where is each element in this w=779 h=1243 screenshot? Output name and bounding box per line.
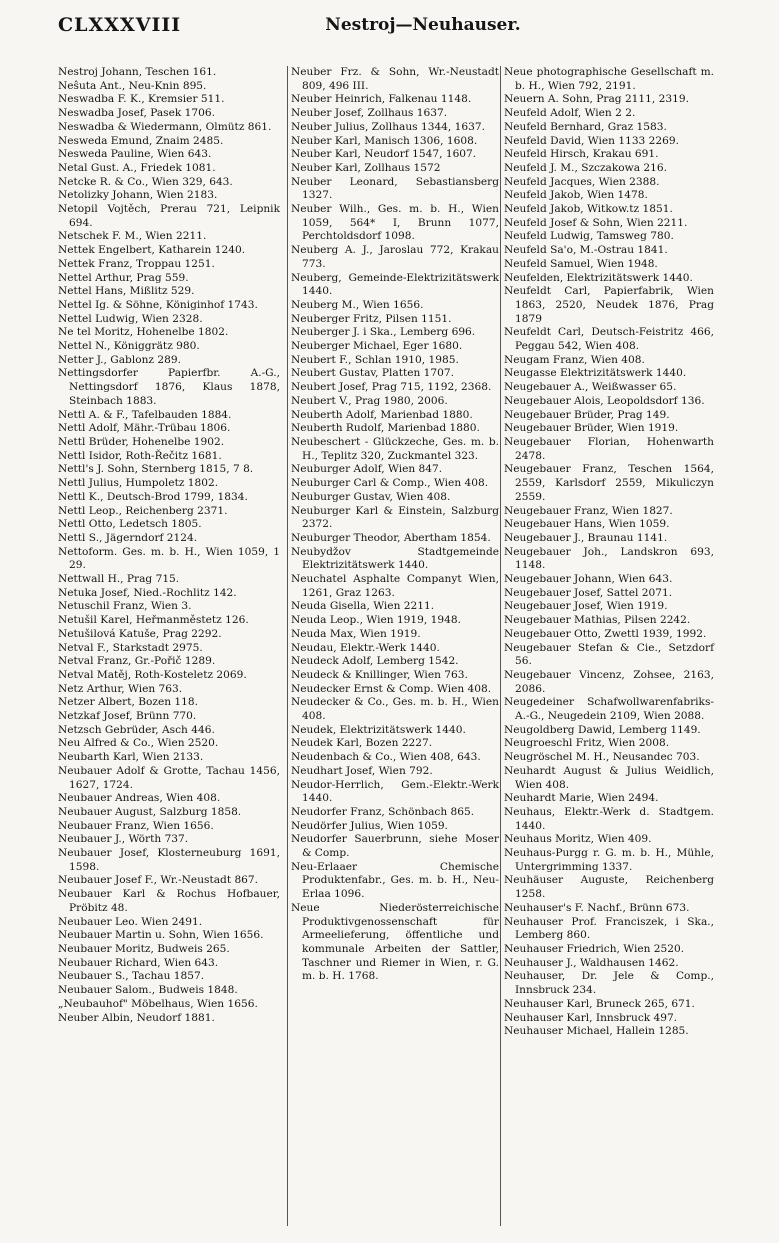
directory-entry: Neubauer Josef F., Wr.-Neustadt 867.	[58, 874, 259, 887]
directory-entry: Neuda Gisella, Wien 2211.	[291, 600, 435, 613]
directory-entry: Neuburger Adolf, Wien 847.	[291, 463, 443, 476]
directory-entry: Neuhaus, Elektr.-Werk d. Stadtgem. 1440.	[504, 805, 714, 832]
directory-entry: Neugebauer Mathias, Pilsen 2242.	[504, 614, 691, 627]
directory-entry: Neuhauser Karl, Innsbruck 497.	[504, 1011, 678, 1024]
directory-entry: Neugroeschl Fritz, Wien 2008.	[504, 737, 670, 750]
directory-entry: Neugebauer Joh., Landskron 693, 1148.	[504, 545, 714, 572]
directory-entry: Nettel N., Königgrätz 980.	[58, 340, 200, 353]
directory-entry: Neudor-Herrlich, Gem.-Elektr.-Werk 1440.	[291, 778, 499, 805]
directory-entry: Neu Alfred & Co., Wien 2520.	[58, 737, 219, 750]
directory-entry: Neuberg M., Wien 1656.	[291, 298, 424, 311]
directory-entry: Neuchatel Asphalte Companyt Wien, 1261, Graz 1263.	[291, 573, 499, 599]
directory-entry: Neubarth Karl, Wien 2133.	[58, 751, 204, 764]
directory-entry: Nettel Ludwig, Wien 2328.	[58, 312, 203, 325]
directory-entry: Nettek Engelbert, Katharein 1240.	[58, 244, 246, 257]
directory-entry: Neugebauer Florian, Hohenwarth 2478.	[504, 435, 714, 462]
directory-entry: „Neubauhof" Möbelhaus, Wien 1656.	[58, 997, 258, 1010]
directory-entry: Neuburger Carl & Comp., Wien 408.	[291, 477, 489, 490]
directory-entry: Nettl Adolf, Mähr.-Trübau 1806.	[58, 422, 231, 435]
directory-entry: Neudecker & Co., Ges. m. b. H., Wien 408.	[291, 696, 499, 723]
directory-entry: Nettl A. & F., Tafelbauden 1884.	[58, 408, 232, 421]
directory-entry: Neugebauer Stefan & Cie., Setzdorf 56.	[504, 641, 714, 668]
directory-entry: Neugebauer Vincenz, Zohsee, 2163, 2086.	[504, 668, 714, 695]
directory-entry: Neuber Karl, Manisch 1306, 1608.	[291, 134, 478, 147]
directory-entry: Neuhardt August & Julius Weidlich, Wien 408.	[504, 764, 714, 791]
directory-entry: Neuber Karl, Neudorf 1547, 1607.	[291, 148, 477, 161]
directory-entry: Nestroj Johann, Teschen 161.	[58, 66, 217, 78]
directory-entry: Neugebauer Hans, Wien 1059.	[504, 518, 670, 531]
directory-entry: Nettwall H., Prag 715.	[58, 573, 180, 586]
directory-entry: Neuhauser Friedrich, Wien 2520.	[504, 943, 685, 955]
directory-entry: Neufelden, Elektrizitätswerk 1440.	[504, 271, 693, 284]
directory-entry: Neugam Franz, Wien 408.	[504, 353, 645, 366]
directory-entry: Neugedeiner Schafwollwarenfabriks-A.-G., Neugedein 2109, Wien 2088.	[504, 696, 714, 723]
directory-entry: Netzer Albert, Bozen 118.	[58, 696, 199, 709]
directory-entry: Neubydžov Stadtgemeinde Elektrizitätswerk 1440.	[291, 545, 499, 572]
directory-entry: Neuburger Gustav, Wien 408.	[291, 490, 451, 503]
directory-entry: Neuhardt Marie, Wien 2494.	[504, 792, 659, 805]
directory-entry: Neudau, Elektr.-Werk 1440.	[291, 641, 440, 654]
directory-entry: Neufeld Bernhard, Graz 1583.	[504, 120, 667, 133]
directory-entry: Neubauer Martin u. Sohn, Wien 1656.	[58, 929, 264, 942]
directory-entry: Nettl K., Deutsch-Brod 1799, 1834.	[58, 490, 248, 503]
directory-entry: Neuhauser Karl, Bruneck 265, 671.	[504, 997, 695, 1010]
directory-entry: Netcke R. & Co., Wien 329, 643.	[58, 175, 233, 188]
directory-entry: Neugebauer Alois, Leopoldsdorf 136.	[504, 394, 705, 407]
directory-entry: Neugebauer Franz, Teschen 1564, 2559, Karlsdorf 2559, Mikuliczyn 2559.	[504, 463, 714, 503]
directory-entry: Neugebauer Josef, Sattel 2071.	[504, 586, 673, 599]
directory-entry: Neubauer S., Tachau 1857.	[58, 970, 205, 983]
directory-entry: Neuberger Michael, Eger 1680.	[291, 340, 463, 353]
directory-entry: Neufeld Adolf, Wien 2 2.	[504, 107, 636, 120]
directory-entry: Nettel Hans, Mißlitz 529.	[58, 285, 195, 298]
directory-entry: Neubauer Adolf & Grotte, Tachau 1456, 1627, 1724.	[58, 764, 280, 791]
directory-entry: Netz Arthur, Wien 763.	[58, 682, 183, 695]
directory-entry: Neu-Erlaaer Chemische Produktenfabr., Ges. m. b. H., Neu-Erlaa 1096.	[291, 860, 499, 901]
directory-entry: Neugasse Elektrizitätswerk 1440.	[504, 367, 687, 380]
directory-entry: Netschek F. M., Wien 2211.	[58, 230, 207, 243]
directory-entry: Neuda Leop., Wien 1919, 1948.	[291, 614, 461, 627]
column-middle	[287, 66, 499, 1226]
column-right	[500, 66, 714, 1226]
directory-entry: Neuern A. Sohn, Prag 2111, 2319.	[504, 93, 689, 106]
directory-entry: Neufeld Jakob, Witkow.tz 1851.	[504, 203, 673, 216]
directory-entry: Neuhäuser Auguste, Reichenberg 1258.	[504, 874, 714, 901]
directory-entry: Neudhart Josef, Wien 792.	[291, 764, 433, 777]
directory-entry: Neubeschert - Glückzeche, Ges. m. b. H., Teplitz 320, Zuckmantel 323.	[291, 435, 499, 462]
directory-entry: Netopil Vojtěch, Prerau 721, Leipnik 694.	[58, 203, 280, 229]
directory-entry: Neuber Leonard, Sebastiansberg 1327.	[291, 175, 499, 202]
directory-entry: Neswadba & Wiedermann, Olmütz 861.	[58, 120, 272, 133]
directory-entry: Netal Gust. A., Friedek 1081.	[58, 161, 216, 174]
directory-entry: Neufeld Ludwig, Tamsweg 780.	[504, 230, 674, 243]
directory-entry: Neubauer Karl & Rochus Hofbauer, Pröbitz 48.	[58, 888, 280, 914]
directory-entry: Neudecker Ernst & Comp. Wien 408.	[291, 682, 492, 695]
directory-entry: Neufeld David, Wien 1133 2269.	[504, 134, 679, 147]
directory-entry: Neubauer J., Wörth 737.	[58, 833, 189, 846]
directory-entry: Neuber Albin, Neudorf 1881.	[58, 1011, 215, 1024]
directory-entry: Neuberg, Gemeinde-Elektrizitätswerk 1440.	[291, 271, 499, 298]
directory-entry: Netzkaf Josef, Brünn 770.	[58, 710, 197, 723]
directory-entry: Netval Franz, Gr.-Pořič 1289.	[58, 655, 216, 668]
directory-entry: Nettl Otto, Ledetsch 1805.	[58, 518, 202, 531]
directory-entry: Neugebauer Otto, Zwettl 1939, 1992.	[504, 627, 707, 640]
directory-entry: Neudorfer Franz, Schönbach 865.	[291, 805, 475, 818]
directory-entry: Neuda Max, Wien 1919.	[291, 627, 421, 640]
directory-entry: Neŝuta Ant., Neu-Knin 895.	[58, 79, 207, 92]
directory-entry: Neufeld Josef & Sohn, Wien 2211.	[504, 216, 688, 229]
directory-entry: Neudek, Elektrizitätswerk 1440.	[291, 723, 466, 736]
directory-entry: Neufeld J. M., Szczakowa 216.	[504, 161, 668, 174]
directory-entry: Nettl Brüder, Hohenelbe 1902.	[58, 435, 225, 448]
directory-entry: Neswadba Josef, Pasek 1706.	[58, 107, 216, 120]
directory-entry: Netuka Josef, Nied.-Rochlitz 142.	[58, 586, 237, 599]
directory-entry: Nettl Leop., Reichenberg 2371.	[58, 504, 228, 517]
directory-entry: Neugoldberg Dawid, Lemberg 1149.	[504, 723, 701, 736]
directory-entry: Neuberger Fritz, Pilsen 1151.	[291, 312, 452, 325]
directory-entry: Nettoform. Ges. m. b. H., Wien 1059, 1 29.	[58, 545, 280, 572]
directory-entry: Nesweda Pauline, Wien 643.	[58, 148, 212, 161]
directory-entry: Neuberg A. J., Jaroslau 772, Krakau 773.	[291, 244, 499, 270]
directory-entry: Neugebauer Brüder, Wien 1919.	[504, 422, 679, 435]
directory-entry: Neudeck Adolf, Lemberg 1542.	[291, 655, 459, 668]
directory-entry: Neuberth Rudolf, Marienbad 1880.	[291, 422, 480, 435]
directory-entry: Neugebauer Johann, Wien 643.	[504, 573, 673, 586]
directory-entry: Neubert Gustav, Platten 1707.	[291, 367, 454, 380]
directory-entry: Neufeldt Carl, Deutsch-Feistritz 466, Peggau 542, Wien 408.	[504, 326, 714, 353]
directory-entry: Neue photographische Gesellschaft m. b. H., Wien 792, 2191.	[504, 66, 714, 92]
directory-entry: Neufeld Samuel, Wien 1948.	[504, 257, 658, 270]
directory-entry: Neuburger Karl & Einstein, Salzburg 2372.	[291, 504, 499, 531]
directory-entry: Netzsch Gebrüder, Asch 446.	[58, 723, 215, 736]
directory-entry: Neubauer Josef, Klosterneuburg 1691, 1598.	[58, 847, 280, 873]
directory-entry: Neudek Karl, Bozen 2227.	[291, 737, 433, 750]
directory-entry: Neudenbach & Co., Wien 408, 643.	[291, 751, 481, 764]
directory-entry: Nettel Ig. & Söhne, Königinhof 1743.	[58, 298, 258, 311]
directory-entry: Neugebauer Franz, Wien 1827.	[504, 504, 673, 517]
directory-entry: Neubauer Richard, Wien 643.	[58, 956, 219, 969]
directory-entry: Neubert F., Schlan 1910, 1985.	[291, 353, 459, 366]
directory-entry: Neuber Heinrich, Falkenau 1148.	[291, 93, 472, 106]
directory-entry: Neuber Julius, Zollhaus 1344, 1637.	[291, 120, 485, 133]
directory-entry: Neubauer Franz, Wien 1656.	[58, 819, 214, 832]
directory-entry: Nettek Franz, Troppau 1251.	[58, 257, 215, 270]
directory-entry: Nesweda Emund, Znaim 2485.	[58, 134, 224, 147]
directory-entry: Neubert Josef, Prag 715, 1192, 2368.	[291, 381, 492, 394]
directory-entry: Netval Matěj, Roth-Kosteletz 2069.	[58, 668, 247, 681]
directory-entry: Neubauer August, Salzburg 1858.	[58, 805, 242, 818]
directory-entry: Neuhauser's F. Nachf., Brünn 673.	[504, 901, 690, 914]
directory-entry: Neubauer Leo. Wien 2491.	[58, 915, 203, 928]
directory-entry: Neuberth Adolf, Marienbad 1880.	[291, 408, 473, 421]
directory-entry: Neugebauer A., Weißwasser 65.	[504, 381, 677, 394]
directory-entry: Neugebauer Brüder, Prag 149.	[504, 408, 670, 421]
page-number: CLXXXVIII	[58, 14, 182, 36]
directory-entry: Netolizky Johann, Wien 2183.	[58, 189, 218, 202]
directory-entry: Netuschil Franz, Wien 3.	[58, 600, 192, 613]
directory-entry: Neubauer Andreas, Wien 408.	[58, 792, 221, 805]
directory-entry: Neubauer Moritz, Budweis 265.	[58, 943, 230, 955]
column-left	[58, 66, 280, 1226]
directory-entry: Neubauer Salom., Budweis 1848.	[58, 984, 238, 997]
directory-entry: Netušilová Katuše, Prag 2292.	[58, 627, 222, 640]
directory-entry: Netter J., Gablonz 289.	[58, 353, 181, 366]
directory-entry: Neudörfer Julius, Wien 1059.	[291, 819, 448, 832]
directory-entry: Neufeld Jacques, Wien 2388.	[504, 175, 660, 188]
directory-entry: Neuber Frz. & Sohn, Wr.-Neustadt 809, 496 III.	[291, 66, 499, 92]
page-header	[58, 14, 748, 40]
directory-entry: Nettl Isidor, Roth-Řečitz 1681.	[58, 449, 222, 462]
directory-entry: Neuberger J. i Ska., Lemberg 696.	[291, 326, 476, 339]
directory-entry: Neuber Wilh., Ges. m. b. H., Wien 1059, 564* I, Brunn 1077, Perchtoldsdorf 1098.	[291, 203, 499, 243]
directory-entry: Neue Niederösterreichische Produktivgenossenschaft für Armeelieferung, öffentliche und kommunale Arbeiten der Sattler, Taschner und Riemer in Wien, r. G. m. b. H. 1768.	[291, 901, 499, 983]
directory-entry: Nettl's J. Sohn, Sternberg 1815, 7 8.	[58, 463, 254, 476]
directory-entry: Neuhauser J., Waldhausen 1462.	[504, 956, 679, 969]
directory-entry: Nettel Arthur, Prag 559.	[58, 271, 189, 284]
directory-entry: Neuhauser, Dr. Jele & Comp., Innsbruck 234.	[504, 970, 714, 997]
directory-entry: Neuhaus-Purgg r. G. m. b. H., Mühle, Untergrimming 1337.	[504, 847, 714, 873]
directory-entry: Neuhauser Prof. Franciszek, i Ska., Lemberg 860.	[504, 915, 714, 942]
directory-entry: Neuber Karl, Zollhaus 1572	[291, 161, 441, 174]
directory-entry: Nettl S., Jägerndorf 2124.	[58, 531, 198, 544]
directory-entry: Neugebauer J., Braunau 1141.	[504, 531, 668, 544]
directory-entry: Neufeldt Carl, Papierfabrik, Wien 1863, 2520, Neudek 1876, Prag 1879	[504, 285, 714, 325]
directory-entry: Neudorfer Sauerbrunn, siehe Moser & Comp.	[291, 833, 499, 860]
directory-entry: Neubert V., Prag 1980, 2006.	[291, 394, 448, 407]
directory-entry: Neufeld Sa'o, M.-Ostrau 1841.	[504, 244, 668, 257]
directory-entry: Neuburger Theodor, Abertham 1854.	[291, 531, 491, 544]
directory-entry: Netušil Karel, Heřmanměstetz 126.	[58, 614, 249, 627]
directory-entry: Nettingsdorfer Papierfbr. A.-G., Nettingsdorf 1876, Klaus 1878, Steinbach 1883.	[58, 367, 280, 407]
directory-entry: Ne tel Moritz, Hohenelbe 1802.	[58, 326, 229, 339]
directory-entry: Neuhaus Moritz, Wien 409.	[504, 833, 652, 846]
page-title: Nestroj—Neuhauser.	[325, 15, 521, 35]
directory-entry: Nettl Julius, Humpoletz 1802.	[58, 477, 219, 490]
directory-entry: Neuber Josef, Zollhaus 1637.	[291, 107, 448, 120]
directory-entry: Neudeck & Knillinger, Wien 763.	[291, 668, 468, 681]
directory-entry: Neugebauer Josef, Wien 1919.	[504, 600, 668, 613]
directory-entry: Neufeld Hirsch, Krakau 691.	[504, 148, 659, 161]
directory-entry: Neswadba F. K., Kremsier 511.	[58, 93, 225, 106]
directory-entry: Neugröschel M. H., Neusandec 703.	[504, 751, 700, 764]
directory-entry: Netval F., Starkstadt 2975.	[58, 641, 203, 654]
directory-entry: Neuhauser Michael, Hallein 1285.	[504, 1025, 689, 1038]
directory-entry: Neufeld Jakob, Wien 1478.	[504, 189, 648, 202]
